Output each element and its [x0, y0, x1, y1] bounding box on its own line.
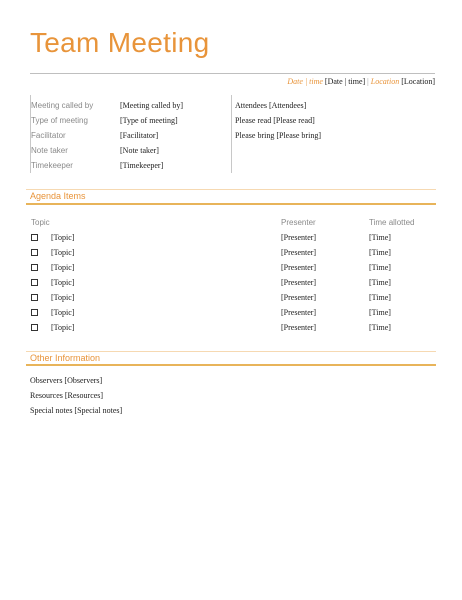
agenda-checkbox[interactable] — [31, 324, 38, 331]
agenda-top-rule — [26, 189, 436, 190]
observers-field[interactable]: Observers [Observers] — [30, 376, 103, 385]
page-title: Team Meeting — [30, 27, 210, 58]
agenda-presenter[interactable]: [Presenter] — [281, 233, 317, 242]
agenda-checkbox[interactable] — [31, 309, 38, 316]
meeting-called-by-label: Meeting called by — [31, 101, 94, 110]
type-of-meeting-value[interactable]: [Type of meeting] — [120, 116, 178, 125]
special-notes-field[interactable]: Special notes [Special notes] — [30, 406, 123, 415]
agenda-topic[interactable]: [Topic] — [51, 308, 75, 317]
date-time-label: Date | time — [287, 77, 323, 86]
presenter-column-header: Presenter — [281, 218, 316, 227]
location-label: Location — [370, 77, 400, 86]
agenda-presenter[interactable]: [Presenter] — [281, 323, 317, 332]
note-taker-value[interactable]: [Note taker] — [120, 146, 159, 155]
agenda-time[interactable]: [Time] — [369, 278, 391, 287]
time-column-header: Time allotted — [369, 218, 415, 227]
agenda-presenter[interactable]: [Presenter] — [281, 263, 317, 272]
other-top-rule — [26, 351, 436, 352]
agenda-time[interactable]: [Time] — [369, 248, 391, 257]
please-read-field[interactable]: Please read [Please read] — [235, 116, 315, 125]
info-column-divider — [231, 95, 232, 173]
agenda-presenter[interactable]: [Presenter] — [281, 248, 317, 257]
agenda-presenter[interactable]: [Presenter] — [281, 293, 317, 302]
agenda-topic[interactable]: [Topic] — [51, 323, 75, 332]
attendees-field[interactable]: Attendees [Attendees] — [235, 101, 307, 110]
separator: | — [367, 77, 369, 86]
date-location-line — [287, 77, 435, 86]
agenda-time[interactable]: [Time] — [369, 263, 391, 272]
agenda-checkbox[interactable] — [31, 264, 38, 271]
agenda-time[interactable]: [Time] — [369, 233, 391, 242]
agenda-topic[interactable]: [Topic] — [51, 263, 75, 272]
timekeeper-value[interactable]: [Timekeeper] — [120, 161, 164, 170]
agenda-topic[interactable]: [Topic] — [51, 248, 75, 257]
other-underline — [26, 364, 436, 366]
note-taker-label: Note taker — [31, 146, 68, 155]
facilitator-label: Facilitator — [31, 131, 66, 140]
facilitator-value[interactable]: [Facilitator] — [120, 131, 159, 140]
agenda-time[interactable]: [Time] — [369, 308, 391, 317]
agenda-topic[interactable]: [Topic] — [51, 233, 75, 242]
agenda-checkbox[interactable] — [31, 279, 38, 286]
agenda-time[interactable]: [Time] — [369, 293, 391, 302]
title-divider — [30, 73, 435, 74]
agenda-underline — [26, 203, 436, 205]
type-of-meeting-label: Type of meeting — [31, 116, 88, 125]
meeting-called-by-value[interactable]: [Meeting called by] — [120, 101, 184, 110]
agenda-checkbox[interactable] — [31, 249, 38, 256]
timekeeper-label: Timekeeper — [31, 161, 73, 170]
other-section-title: Other Information — [30, 353, 101, 363]
agenda-checkbox[interactable] — [31, 294, 38, 301]
agenda-topic[interactable]: [Topic] — [51, 293, 75, 302]
agenda-presenter[interactable]: [Presenter] — [281, 308, 317, 317]
location-value[interactable]: [Location] — [401, 77, 435, 86]
resources-field[interactable]: Resources [Resources] — [30, 391, 104, 400]
agenda-topic[interactable]: [Topic] — [51, 278, 75, 287]
topic-column-header: Topic — [31, 218, 50, 227]
agenda-section-title: Agenda Items — [30, 191, 86, 201]
agenda-checkbox[interactable] — [31, 234, 38, 241]
agenda-time[interactable]: [Time] — [369, 323, 391, 332]
agenda-presenter[interactable]: [Presenter] — [281, 278, 317, 287]
date-time-value[interactable]: [Date | time] — [324, 77, 366, 86]
please-bring-field[interactable]: Please bring [Please bring] — [235, 131, 321, 140]
